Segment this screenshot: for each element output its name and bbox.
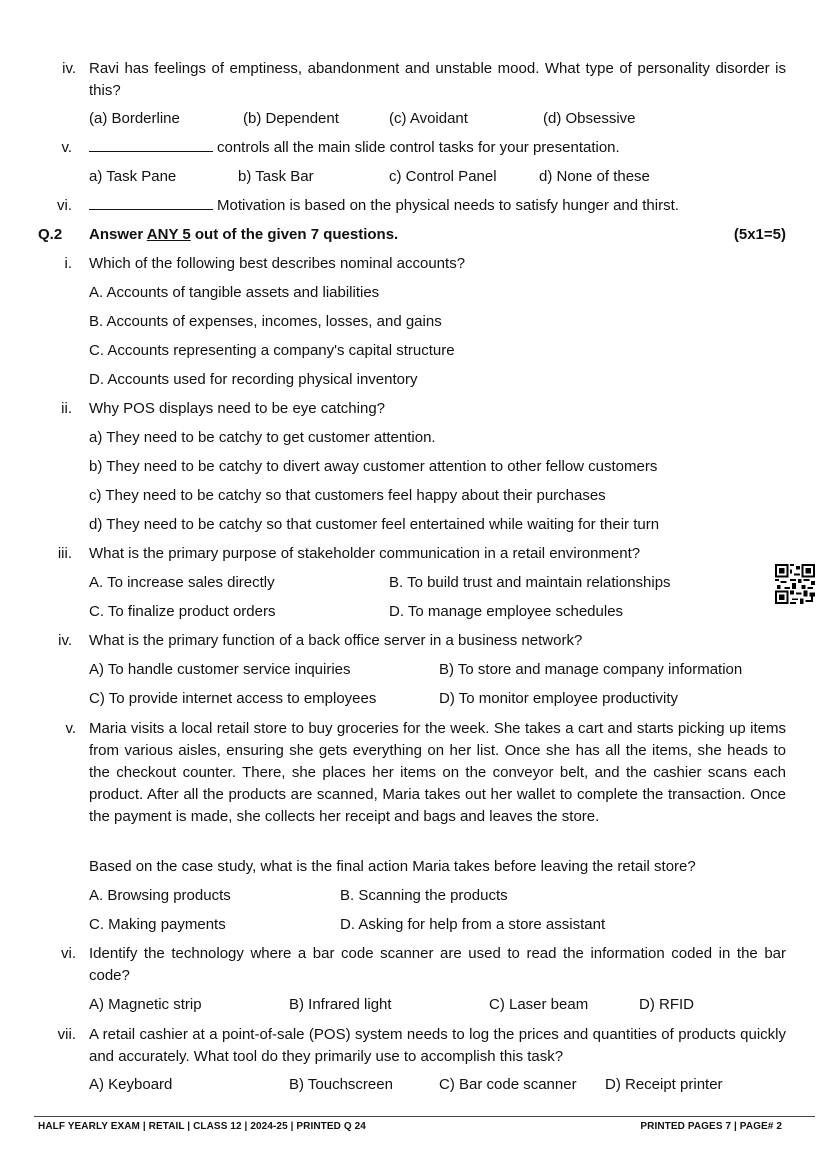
option: D) RFID [639, 996, 694, 1013]
question-text: Based on the case study, what is the final action Maria takes before leaving the retail store? [89, 858, 696, 875]
option: b) They need to be catchy to divert away customer attention to other fellow customers [89, 458, 658, 475]
option: C) Laser beam [489, 996, 589, 1013]
option: D. Asking for help from a store assistant [340, 916, 606, 933]
qr-code-icon [775, 564, 815, 604]
option: A) Keyboard [89, 1076, 173, 1093]
section-instruction: Answer ANY 5 out of the given 7 questions. [89, 226, 399, 243]
question-number: iv. [58, 632, 72, 649]
question-number: i. [64, 255, 72, 272]
question-text: Motivation is based on the physical needs to satisfy hunger and thirst. [89, 197, 679, 215]
option: D. Accounts used for recording physical inventory [89, 371, 418, 388]
question-number: iv. [62, 60, 76, 77]
option: A) Magnetic strip [89, 996, 202, 1013]
option: C. Making payments [89, 916, 226, 933]
question-text: A retail cashier at a point-of-sale (POS) system needs to log the prices and quantities of products quickly and accurately. What tool do they primarily use to accomplish this task? [89, 1026, 786, 1065]
question-number: v. [65, 720, 76, 737]
option: C. To finalize product orders [89, 603, 276, 620]
option: A. Browsing products [89, 887, 231, 904]
question-number: vi. [57, 197, 72, 214]
option: d) They need to be catchy so that customer feel entertained while waiting for their turn [89, 516, 660, 533]
option: c) They need to be catchy so that customers feel happy about their purchases [89, 487, 606, 504]
option: b) Task Bar [238, 168, 314, 185]
footer-left: HALF YEARLY EXAM | RETAIL | CLASS 12 | 2024-25 | PRINTED Q 24 [38, 1121, 366, 1132]
question-number: vii. [57, 1026, 76, 1043]
question-text: Why POS displays need to be eye catching? [89, 400, 386, 417]
option: B) Touchscreen [289, 1076, 393, 1093]
option: (d) Obsessive [543, 110, 636, 127]
option: B) To store and manage company information [439, 661, 743, 678]
option: C) Bar code scanner [439, 1076, 577, 1093]
option: A. Accounts of tangible assets and liabilities [89, 284, 380, 301]
case-study-text: Maria visits a local retail store to buy groceries for the week. She takes a cart and starts picking up items from various aisles, ensuring she gets everything on her list. Once she has all the items, she heads to the checkout counter. There, she places her items on the conveyor belt, and the cashier scans each product. After all the products are scanned, Maria takes out her wallet to complete the transaction. Once the payment is made, she collects her receipt and bags and leaves the store. [89, 720, 786, 825]
footer-right: PRINTED PAGES 7 | PAGE# 2 [640, 1121, 782, 1132]
option: a) They need to be catchy to get customer attention. [89, 429, 436, 446]
question-text: Identify the technology where a bar code scanner are used to read the information coded in the bar code? [89, 945, 786, 984]
option: B. Accounts of expenses, incomes, losses, and gains [89, 313, 442, 330]
option: D) To monitor employee productivity [439, 690, 678, 707]
option: B. To build trust and maintain relationships [389, 574, 671, 591]
question-number: ii. [61, 400, 72, 417]
question-number: v. [61, 139, 72, 156]
section-marks: (5x1=5) [733, 226, 786, 243]
question-text: What is the primary purpose of stakeholder communication in a retail environment? [89, 545, 641, 562]
option: (b) Dependent [243, 110, 339, 127]
question-number: vi. [61, 945, 76, 962]
question-text: Which of the following best describes nominal accounts? [89, 255, 466, 272]
option: a) Task Pane [89, 168, 177, 185]
option: D. To manage employee schedules [389, 603, 624, 620]
option: A. To increase sales directly [89, 574, 275, 591]
option: c) Control Panel [389, 168, 497, 185]
question-text: What is the primary function of a back office server in a business network? [89, 632, 583, 649]
footer-divider [34, 1116, 815, 1117]
fill-blank [89, 197, 213, 210]
section-label: Q.2 [38, 226, 63, 243]
option: D) Receipt printer [605, 1076, 723, 1093]
question-text: controls all the main slide control tasks for your presentation. [89, 139, 620, 157]
option: C) To provide internet access to employees [89, 690, 377, 707]
option: A) To handle customer service inquiries [89, 661, 351, 678]
fill-blank [89, 139, 213, 152]
option: B. Scanning the products [340, 887, 508, 904]
option: d) None of these [539, 168, 650, 185]
question-text: Ravi has feelings of emptiness, abandonment and unstable mood. What type of personality disorder is this? [89, 60, 786, 99]
option: (c) Avoidant [389, 110, 468, 127]
option: C. Accounts representing a company's capital structure [89, 342, 455, 359]
question-number: iii. [57, 545, 72, 562]
option: (a) Borderline [89, 110, 180, 127]
option: B) Infrared light [289, 996, 392, 1013]
